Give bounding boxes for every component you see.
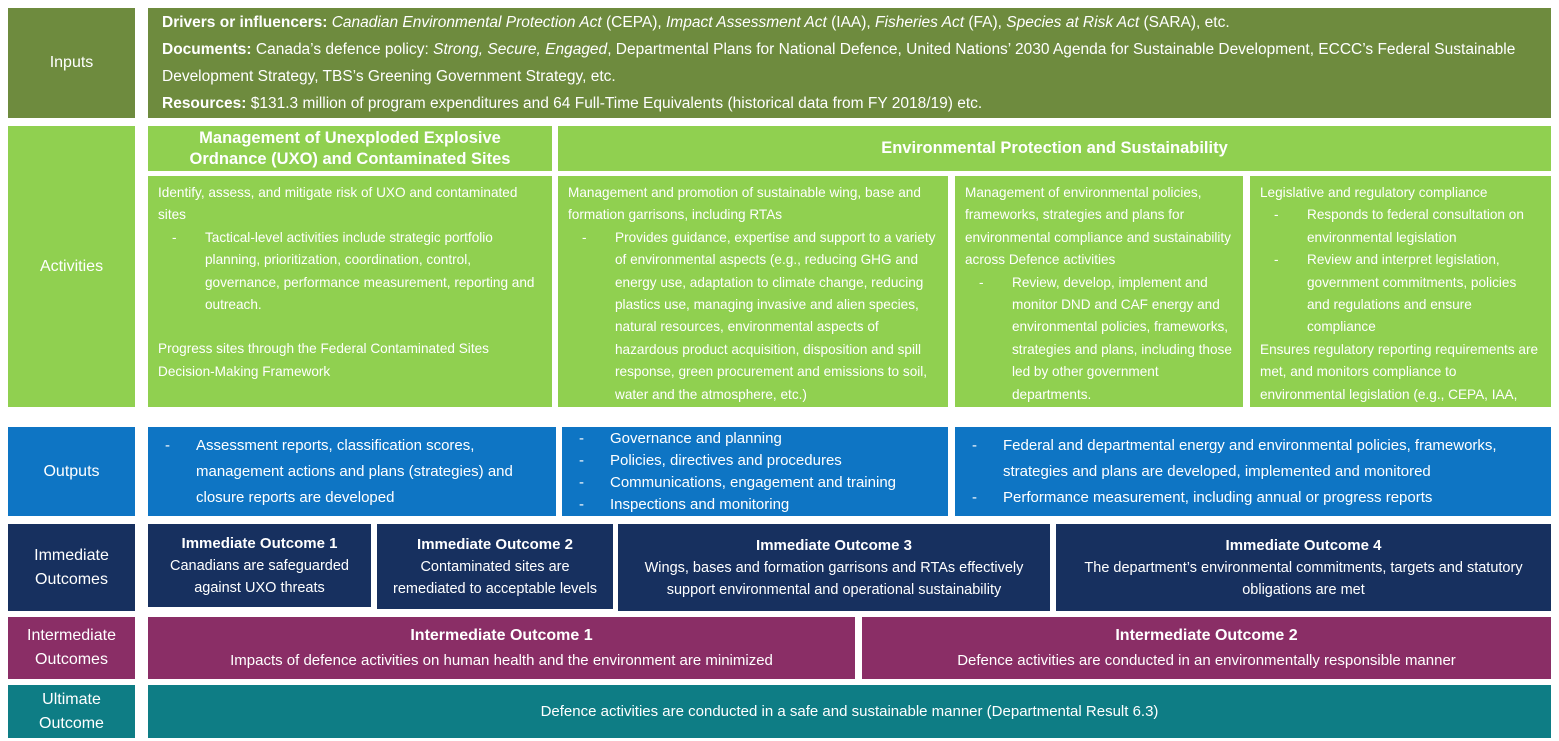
activities-cell-wings — [558, 176, 948, 407]
inputs-content — [148, 8, 1551, 118]
activities-header-uxo: Management of Unexploded Explosive Ordnance (UXO) and Contaminated Sites — [148, 126, 552, 171]
outcome-text: Canadians are safeguarded against UXO threats — [170, 557, 349, 596]
activity-bullet: - Provides guidance, expertise and support to a variety of environmental aspects (e.g., reducing GHG and energy use, adaptation to climate change, reducing plastics use, managing invasive and alien species, natural resources, environmental aspects of hazardous product acquisition, disposition and spill response, green procurement and emissions to soil, water and the atmosphere, etc.) — [568, 227, 938, 406]
outcome-title: Immediate Outcome 3 — [756, 536, 912, 554]
activities-cell-policies — [955, 176, 1243, 407]
row-label-immediate-outcomes: Immediate Outcomes — [8, 524, 135, 611]
row-label-ultimate-outcome: Ultimate Outcome — [8, 685, 135, 738]
outcome-text: Impacts of defence activities on human health and the environment are minimized — [230, 652, 773, 669]
activity-footer: Ensures regulatory reporting requirements are met, and monitors compliance to environmental legislation (e.g., CEPA, IAA, FA, SARA, etc.) — [1260, 341, 1539, 425]
outcome-title: Intermediate Outcome 2 — [1115, 627, 1298, 644]
outcome-title: Immediate Outcome 4 — [1225, 536, 1382, 554]
output-bullet: - Policies, directives and procedures — [562, 450, 948, 472]
inputs-line-resources: Resources: $131.3 million of program expenditures and 64 Full-Time Equivalents (historical data from FY 2018/19) etc. — [162, 95, 983, 112]
immediate-outcome-1 — [148, 524, 371, 607]
ultimate-outcome: Defence activities are conducted in a safe and sustainable manner (Departmental Result 6.3) — [148, 685, 1551, 738]
activities-cell-uxo — [148, 176, 552, 407]
outcome-title: Intermediate Outcome 1 — [410, 627, 593, 644]
activity-intro: Identify, assess, and mitigate risk of UXO and contaminated sites — [158, 185, 518, 223]
inputs-line-drivers: Drivers or influencers: Canadian Environmental Protection Act (CEPA), Impact Assessment Act (IAA), Fisheries Act (FA), Species at Risk Act (SARA), etc. — [162, 14, 1230, 31]
outcome-title: Immediate Outcome 2 — [417, 535, 573, 553]
output-bullet: - Inspections and monitoring — [562, 494, 948, 516]
output-bullet: - Assessment reports, classification scores, management actions and plans (strategies) and closure reports are developed — [148, 433, 556, 511]
immediate-outcome-2 — [377, 524, 613, 609]
outcome-title: Immediate Outcome 1 — [181, 534, 338, 552]
inputs-line-documents: Documents: Canada’s defence policy: Strong, Secure, Engaged, Departmental Plans for National Defence, United Nations’ 2030 Agenda for Sustainable Development, ECCC’s Federal Sustainable Development Strategy, TBS’s Greening Government Strategy, etc. — [162, 41, 1516, 85]
activities-cell-legislative — [1250, 176, 1551, 425]
activity-footer: Progress sites through the Federal Contaminated Sites Decision-Making Framework — [158, 341, 489, 379]
immediate-outcome-3 — [618, 524, 1050, 611]
outputs-cell-policies — [955, 427, 1551, 516]
activity-bullet: - Review, develop, implement and monitor DND and CAF energy and environmental policies, frameworks, strategies and plans, including those led by other government departments. — [965, 272, 1233, 406]
outputs-cell-wings — [562, 427, 948, 516]
activity-bullet: - Tactical-level activities include strategic portfolio planning, prioritization, coordination, control, governance, performance measurement, reporting and outreach. — [158, 227, 542, 317]
activities-header-environmental: Environmental Protection and Sustainability — [558, 126, 1551, 171]
intermediate-outcome-2 — [862, 617, 1551, 679]
output-bullet: - Federal and departmental energy and environmental policies, frameworks, strategies and plans are developed, implemented and monitored — [955, 433, 1551, 485]
outcome-text: Wings, bases and formation garrisons and RTAs effectively support environmental and operational sustainability — [644, 559, 1024, 598]
outcome-text: Contaminated sites are remediated to acceptable levels — [393, 558, 597, 597]
intermediate-outcome-1 — [148, 617, 855, 679]
output-bullet: - Performance measurement, including annual or progress reports — [955, 485, 1551, 511]
outcome-text: The department’s environmental commitments, targets and statutory obligations are met — [1084, 559, 1523, 598]
row-label-outputs: Outputs — [8, 427, 135, 516]
outputs-cell-uxo — [148, 427, 556, 516]
row-label-intermediate-outcomes: Intermediate Outcomes — [8, 617, 135, 679]
output-bullet: - Governance and planning — [562, 428, 948, 450]
immediate-outcome-4 — [1056, 524, 1551, 611]
row-label-inputs: Inputs — [8, 8, 135, 118]
outcome-text: Defence activities are conducted in an environmentally responsible manner — [957, 652, 1456, 669]
activity-intro: Management and promotion of sustainable wing, base and formation garrisons, including RTAs — [568, 185, 921, 223]
activity-bullet: - Review and interpret legislation, government commitments, policies and regulations and ensure compliance — [1260, 249, 1541, 339]
activity-intro: Legislative and regulatory compliance — [1260, 185, 1488, 200]
output-bullet: - Communications, engagement and training — [562, 472, 948, 494]
row-label-activities: Activities — [8, 126, 135, 407]
activity-bullet: - Responds to federal consultation on environmental legislation — [1260, 204, 1541, 249]
activity-intro: Management of environmental policies, frameworks, strategies and plans for environmental compliance and sustainability across Defence activities — [965, 185, 1231, 268]
